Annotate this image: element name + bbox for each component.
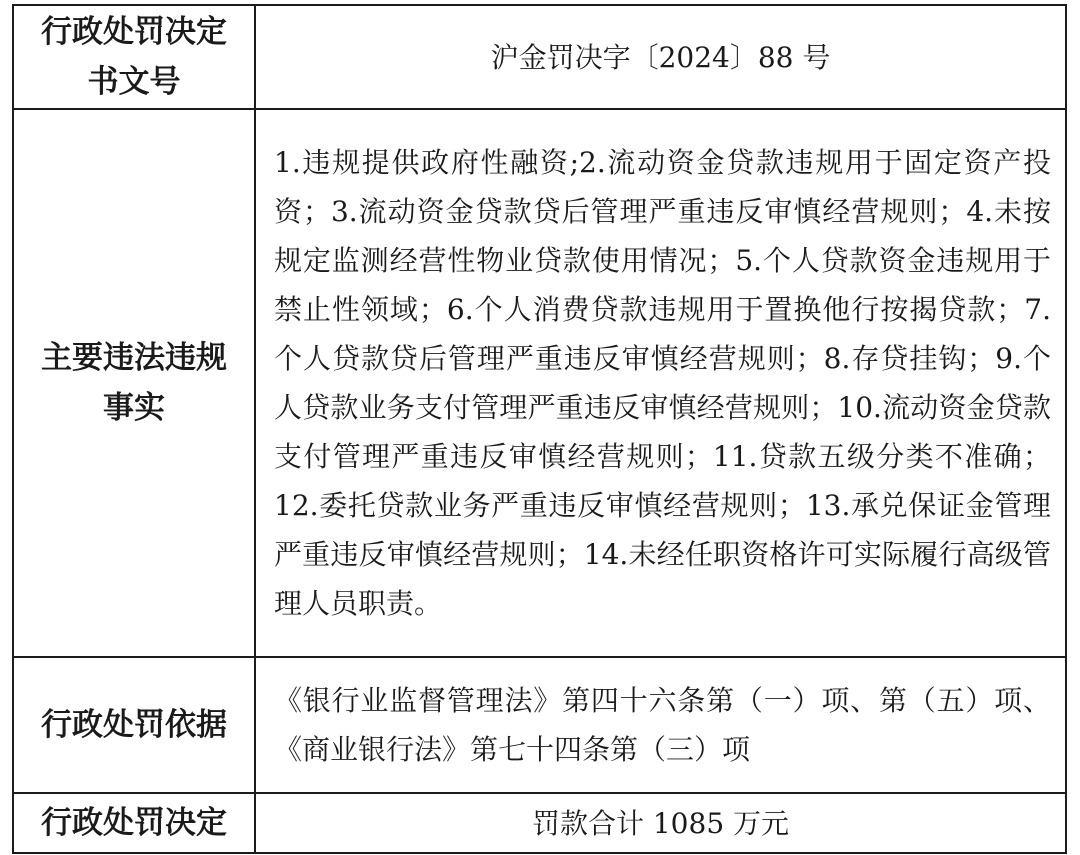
table-row-violation-facts [13, 109, 1066, 657]
label-cell-penalty-decision [13, 793, 255, 853]
value-cell-legal-basis [255, 657, 1066, 793]
label-cell-legal-basis [13, 657, 255, 793]
label-cell-violation-facts [13, 109, 255, 657]
value-cell-penalty-decision [255, 793, 1066, 853]
penalty-decision-value: 罚款合计 1085 万元 [531, 806, 790, 840]
value-cell-violation-facts [255, 109, 1066, 657]
table-row-decision-number [13, 5, 1066, 109]
legal-basis-value: 《银行业监督管理法》第四十六条第（一）项、第（五）项、《商业银行法》第七十四条第（三）项 [274, 684, 1051, 766]
value-cell-decision-number [255, 5, 1066, 109]
decision-number-value: 沪金罚决字〔2024〕88 号 [490, 40, 831, 74]
penalty-decision-table [12, 4, 1067, 854]
legal-basis-label: 行政处罚依据 [41, 707, 227, 743]
violation-facts-value: 1.违规提供政府性融资;2.流动资金贷款违规用于固定资产投资；3.流动资金贷款贷后管理严重违反审慎经营规则；4.未按规定监测经营性物业贷款使用情况；5.个人贷款资金违规用于禁止性领域；6.个人消费贷款违规用于置换他行按揭贷款；7.个人贷款贷后管理严重违反审慎经营规则；8.存贷挂钩；9.个人贷款业务支付管理严重违反审慎经营规则；10.流动资金贷款支付管理严重违反审慎经营规则；11.贷款五级分类不准确；12.委托贷款业务严重违反审慎经营规则；13.承兑保证金管理严重违反审慎经营规则；14.未经任职资格许可实际履行高级管理人员职责。 [274, 146, 1051, 620]
table-row-penalty-decision [13, 793, 1066, 853]
violation-facts-label: 主要违法违规事实 [41, 340, 227, 426]
label-cell-decision-number [13, 5, 255, 109]
table-row-legal-basis [13, 657, 1066, 793]
penalty-decision-label: 行政处罚决定 [41, 805, 227, 841]
decision-number-label: 行政处罚决定书文号 [41, 14, 227, 100]
